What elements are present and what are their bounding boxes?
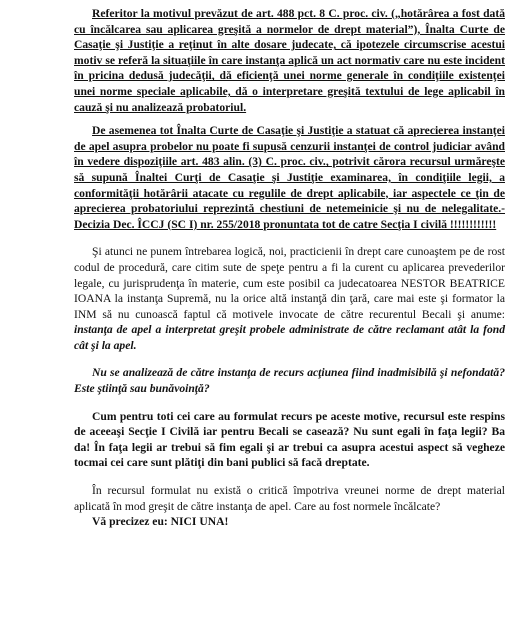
paragraph-conclusion: Vă precizez eu: NICI UNA!: [92, 515, 229, 529]
appeal-grounds-emphasis: instanţa de apel a interpretat greşit probele administrate de către reclamant atât la fond cât şi la apel.: [74, 323, 505, 352]
paragraph-art-483: De asemenea tot Înalta Curte de Casaţie şi Justiţie a statuat că aprecierea instanţei de apel asupra probelor nu poate fi supusă cenzurii instanţei de control judiciar având în vedere dispoziţiile art. 483 alin. (3) C. proc. civ., potrivit cărora recursul urmăreşte să supună Înaltei Curţi de Casaţie şi Justiţie examinarea, în condiţiile legii, a conformităţii hotărârii atacate cu regulile de drept aplicabile, iar aspectele ce ţin de aprecierea probatoriului reprezintă chestiuni de netemeinicie şi nu de nelegalitate.- Decizia Dec. ÎCCJ (SC I) nr. 255/2018 pronuntata tot de catre Secţia I civilă !!!!!!!!!!!!: [74, 124, 505, 231]
paragraph-equality: Cum pentru toti cei care au formulat recurs pe aceste motive, recursul este respins de aceeaşi Secţie I Civilă iar pentru Becali se casează? Nu sunt egali în faţa legii? Ba da! În faţa legii ar trebui să fim egali şi ar trebui ca asupra acestui aspect să vegheze tocmai cei care sunt plătiţi din bani publici să facă dreptate.: [74, 409, 505, 470]
paragraph-inadmissible: Nu se analizează de către instanţa de recurs acţiunea fiind inadmisibilă şi nefondată? Este ştiinţă sau bunăvoinţă?: [74, 366, 505, 396]
paragraph-question-logic: [74, 244, 505, 353]
paragraph-art-488: Referitor la motivul prevăzut de art. 488 pct. 8 C. proc. civ. („hotărârea a fost dată cu încălcarea sau aplicarea greşită a normelor de drept material”), Înalta Curte de Casaţie şi Justiţie a reţinut în alte dosare judecate, că ipotezele circumscrise acestui motiv se referă la situaţiile în care instanţa aplică un act normativ care nu este incident în pricina dedusă judecăţii, dă eficienţă unei norme generale în condiţiile existenţei unei norme speciale aplicabile, dă o interpretare greşită textului de lege aplicabil în cauză şi nu analizează probatoriul.: [74, 7, 505, 114]
paragraph-material-norms: În recursul formulat nu există o critică împotriva vreunei norme de drept material aplicată în mod greşit de către instanţa de apel. Care au fost normele încălcate?: [74, 484, 505, 513]
paragraph-question-text: Şi atunci ne punem întrebarea logică, noi, practicienii în drept care cunoaştem pe de rost codul de procedură, care citim sute de speţe pentru a fi la curent cu aplicarea prevederilor legale, cu jurisprudenţa în materie, cum este posibil ca judecatoarea NESTOR BEATRICE IOANA la instanţa Supremă, nu la orice altă instanţă din ţară, care mai este şi formator la INM să nu cunoască faptul că motivele invocate de către recurentul Becali şi anume:: [74, 245, 505, 321]
